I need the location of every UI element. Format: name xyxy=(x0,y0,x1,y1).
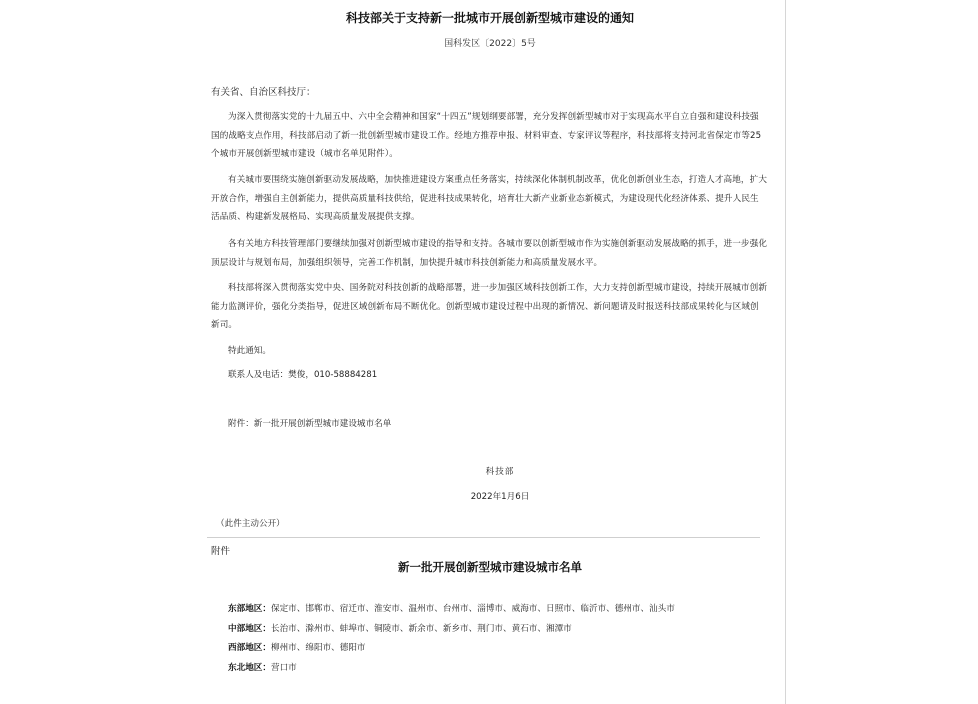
document-title: 科技部关于支持新一批城市开展创新型城市建设的通知 xyxy=(345,11,634,25)
region-cities: 柳州市、绵阳市、德阳市 xyxy=(270,643,366,653)
contact-info: 联系人及电话：樊俊，010-58884281 xyxy=(228,370,378,380)
region-row-central xyxy=(228,622,768,642)
salutation: 有关省、自治区科技厅： xyxy=(211,87,316,98)
page-edge-divider xyxy=(785,0,786,704)
body-paragraph-4: 科技部将深入贯彻落实党中央、国务院对科技创新的战略部署，进一步加强区域科技创新工作，大力支持创新型城市建设，持续开展城市创新能力监测评价，强化分类指导，促进区域创新布局不断优化。创新型城市建设过程中出现的新情况、新问题请及时报送科技部成果转化与区域创新司。 xyxy=(211,283,768,330)
attachment-reference: 附件：新一批开展创新型城市建设城市名单 xyxy=(228,419,392,429)
appendix-label: 附件 xyxy=(211,546,231,557)
section-divider xyxy=(207,537,760,538)
issuer-signature: 科技部 xyxy=(485,467,515,477)
region-cities: 保定市、邯郸市、宿迁市、淮安市、温州市、台州市、淄博市、威海市、日照市、临沂市、德州市、汕头市 xyxy=(270,604,675,614)
region-name: 东部地区： xyxy=(228,604,271,614)
appendix-title: 新一批开展创新型城市建设城市名单 xyxy=(398,560,582,574)
region-row-northeast xyxy=(228,661,768,681)
region-cities: 长治市、滁州市、蚌埠市、铜陵市、新余市、新乡市、荆门市、黄石市、湘潭市 xyxy=(270,623,572,634)
region-name: 东北地区： xyxy=(228,662,271,673)
issue-date: 2022年1月6日 xyxy=(470,492,530,502)
document-number: 国科发区〔2022〕5号 xyxy=(444,39,536,49)
region-name: 西部地区： xyxy=(228,643,271,653)
body-paragraph-3: 各有关地方科技管理部门要继续加强对创新型城市建设的指导和支持。各城市要以创新型城市作为实施创新驱动发展战略的抓手，进一步强化顶层设计与规划布局，加强组织领导，完善工作机制，加快提升城市科技创新能力和高质量发展水平。 xyxy=(211,239,768,268)
body-paragraph-1: 为深入贯彻落实党的十九届五中、六中全会精神和国家“十四五”规划纲要部署，充分发挥创新型城市对于实现高水平自立自强和建设科技强国的战略支点作用，科技部启动了新一批创新型城市建设工作。经地方推荐申报、材料审查、专家评议等程序，科技部将支持河北省保定市等25个城市开展创新型城市建设（城市名单见附件）。 xyxy=(211,112,762,159)
region-row-east xyxy=(228,602,768,622)
region-name: 中部地区： xyxy=(228,623,271,634)
region-row-west xyxy=(228,641,768,661)
disclosure-note: （此件主动公开） xyxy=(216,519,285,529)
body-paragraph-2: 有关城市要围绕实施创新驱动发展战略，加快推进建设方案重点任务落实，持续深化体制机制改革，优化创新创业生态，打造人才高地，扩大开放合作，增强自主创新能力，提供高质量科技供给，促进科技成果转化，培育壮大新产业新业态新模式，为建设现代化经济体系、提升人民生活品质、构建新发展格局、实现高质量发展提供支撑。 xyxy=(211,175,768,222)
region-city-list xyxy=(228,602,768,680)
region-cities: 营口市 xyxy=(270,662,297,673)
notice-closing: 特此通知。 xyxy=(228,346,271,356)
